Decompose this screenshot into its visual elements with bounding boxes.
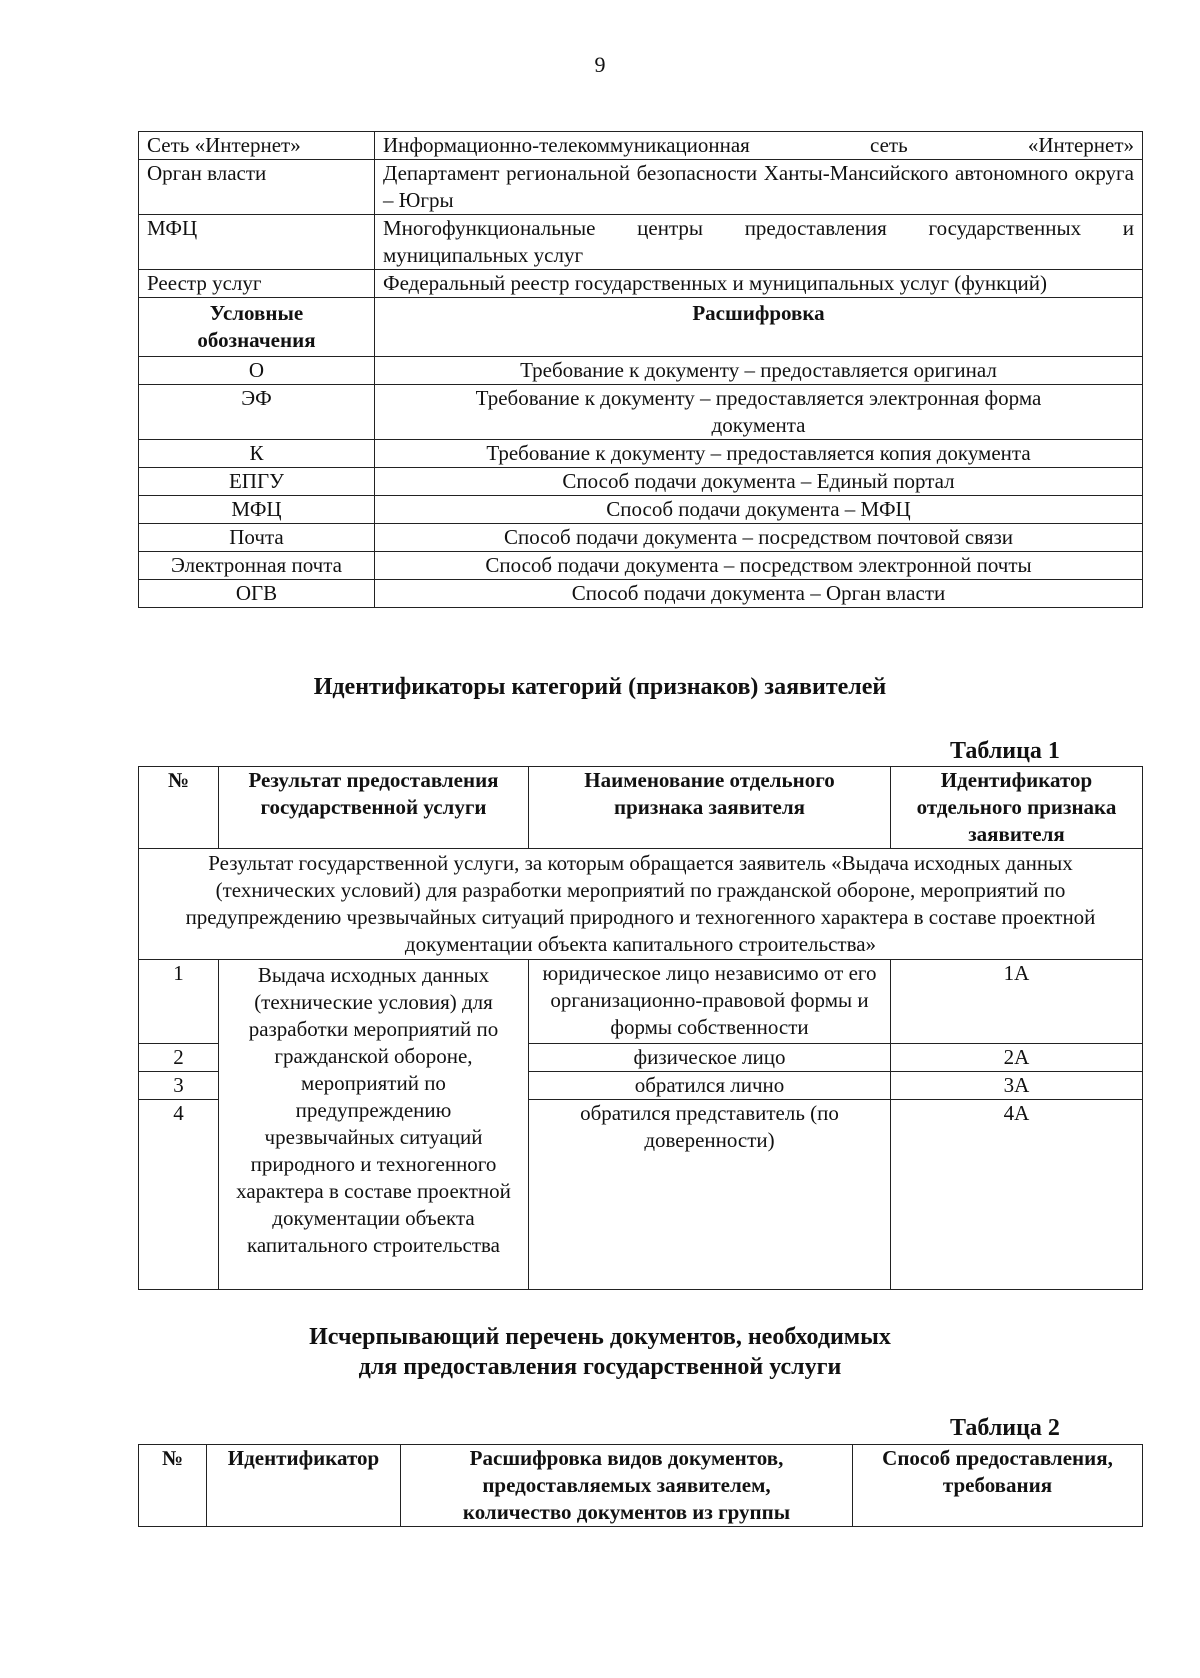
- term-cell: Орган власти: [139, 160, 375, 215]
- row-number: 2: [139, 1044, 219, 1072]
- meaning-cell: Способ подачи документа – посредством электронной почты: [375, 552, 1143, 580]
- table-row: [139, 580, 1143, 608]
- feature-cell: обратился представитель (по доверенности): [529, 1100, 891, 1290]
- definition-cell: Федеральный реестр государственных и муниципальных услуг (функций): [375, 270, 1143, 298]
- table-row: [139, 215, 1143, 270]
- meaning-cell: Способ подачи документа – МФЦ: [375, 496, 1143, 524]
- definition-cell: Многофункциональные центры предоставления государственных и муниципальных услуг: [375, 215, 1143, 270]
- meaning-cell: Требование к документу – предоставляется электронная форма документа: [375, 385, 1143, 440]
- row-number: 3: [139, 1072, 219, 1100]
- table-row: [139, 357, 1143, 385]
- identifier-cell: 3А: [891, 1072, 1143, 1100]
- header-documents: Расшифровка видов документов, предоставляемых заявителем, количество документов из группы: [401, 1445, 853, 1527]
- table-row: [139, 160, 1143, 215]
- documents-table: [138, 1444, 1143, 1527]
- table-row: [139, 468, 1143, 496]
- table-row: [139, 270, 1143, 298]
- code-cell: ЭФ: [139, 385, 375, 440]
- header-method: Способ предоставления, требования: [853, 1445, 1143, 1527]
- code-cell: О: [139, 357, 375, 385]
- section2-title-line2: для предоставления государственной услуги: [358, 1354, 842, 1380]
- header-number: №: [139, 767, 219, 849]
- result-cell: Выдача исходных данных (технические условия) для разработки мероприятий по гражданской обороне, мероприятий по предупреждению чрезвычайных ситуаций природного и техногенного характера в составе проектной документации объекта капитального строительства: [219, 960, 529, 1290]
- feature-cell: обратился лично: [529, 1072, 891, 1100]
- section2-title: [0, 1322, 1200, 1382]
- meaning-cell: Требование к документу – предоставляется копия документа: [375, 440, 1143, 468]
- row-number: 1: [139, 960, 219, 1044]
- header-feature: Наименование отдельного признака заявителя: [529, 767, 891, 849]
- header-number: №: [139, 1445, 207, 1527]
- legend-header-symbols: Условные обозначения: [139, 298, 375, 357]
- table-header-row: [139, 1445, 1143, 1527]
- table1-caption: Таблица 1: [950, 738, 1060, 764]
- code-cell: К: [139, 440, 375, 468]
- legend-header-row: [139, 298, 1143, 357]
- meaning-cell: Способ подачи документа – Орган власти: [375, 580, 1143, 608]
- table-row: [139, 385, 1143, 440]
- span-row: [139, 849, 1143, 960]
- table-row: [139, 132, 1143, 160]
- code-cell: МФЦ: [139, 496, 375, 524]
- table-row: [139, 496, 1143, 524]
- term-cell: МФЦ: [139, 215, 375, 270]
- page-number: 9: [594, 52, 606, 77]
- term-cell: Реестр услуг: [139, 270, 375, 298]
- header-identifier: Идентификатор отдельного признака заявителя: [891, 767, 1143, 849]
- header-identifier: Идентификатор: [207, 1445, 401, 1527]
- service-result-description: Результат государственной услуги, за которым обращается заявитель «Выдача исходных данных (технических условий) для разработки мероприятий по гражданской обороне, мероприятий по предупреждению чрезвычайных ситуаций природного и техногенного характера в составе проектной документации объекта капитального строительства»: [139, 849, 1143, 960]
- definition-cell: Департамент региональной безопасности Ханты-Мансийского автономного округа – Югры: [375, 160, 1143, 215]
- section1-title: Идентификаторы категорий (признаков) заявителей: [313, 674, 887, 700]
- term-cell: Сеть «Интернет»: [139, 132, 375, 160]
- feature-cell: юридическое лицо независимо от его организационно-правовой формы и формы собственности: [529, 960, 891, 1044]
- meaning-cell: Требование к документу – предоставляется оригинал: [375, 357, 1143, 385]
- code-cell: ОГВ: [139, 580, 375, 608]
- legend-header-meaning: Расшифровка: [375, 298, 1143, 357]
- definition-cell: Информационно-телекоммуникационная сеть «Интернет»: [375, 132, 1143, 160]
- identifier-cell: 2А: [891, 1044, 1143, 1072]
- identifier-cell: 1А: [891, 960, 1143, 1044]
- feature-cell: физическое лицо: [529, 1044, 891, 1072]
- code-cell: ЕПГУ: [139, 468, 375, 496]
- table-header-row: [139, 767, 1143, 849]
- table-row: [139, 552, 1143, 580]
- meaning-cell: Способ подачи документа – Единый портал: [375, 468, 1143, 496]
- identifier-cell: 4А: [891, 1100, 1143, 1290]
- meaning-cell: Способ подачи документа – посредством почтовой связи: [375, 524, 1143, 552]
- code-cell: Почта: [139, 524, 375, 552]
- row-number: 4: [139, 1100, 219, 1290]
- table2-caption: Таблица 2: [950, 1415, 1060, 1441]
- header-result: Результат предоставления государственной услуги: [219, 767, 529, 849]
- applicant-categories-table: [138, 766, 1143, 1290]
- table-row: [139, 524, 1143, 552]
- table-row: [139, 440, 1143, 468]
- table-row: [139, 960, 1143, 1044]
- abbreviations-table: [138, 131, 1143, 608]
- section2-title-line1: Исчерпывающий перечень документов, необходимых: [309, 1324, 891, 1350]
- code-cell: Электронная почта: [139, 552, 375, 580]
